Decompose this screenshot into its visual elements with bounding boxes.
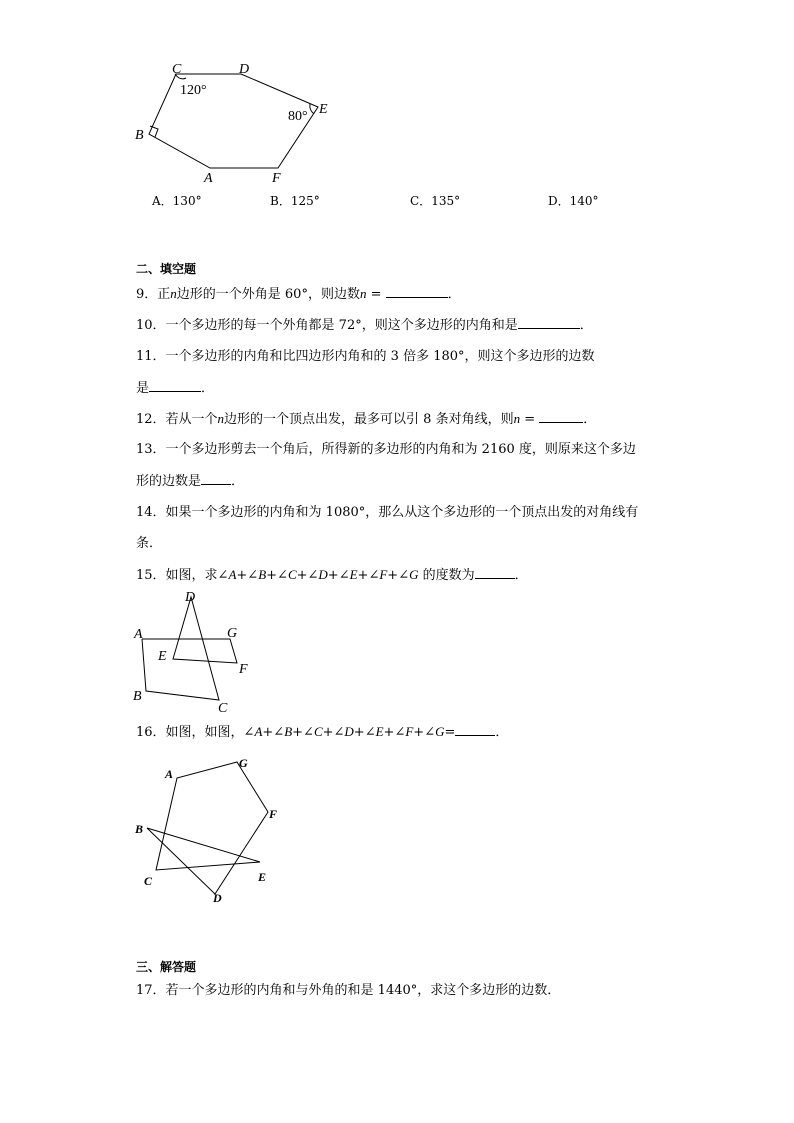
answer-blank-12[interactable] — [539, 411, 583, 423]
question-11-line2: 是 ． — [136, 381, 215, 396]
hex-label-a: A — [204, 171, 213, 186]
option-d[interactable]: D．140° — [548, 194, 599, 208]
q15-left-shape — [142, 597, 237, 700]
option-a[interactable]: A．130° — [152, 194, 202, 208]
answer-blank-16[interactable] — [455, 724, 495, 736]
q15-label-e: E — [158, 649, 167, 664]
hex-label-f: F — [272, 171, 281, 186]
hex-label-d: D — [239, 62, 250, 77]
q16-figure — [128, 752, 288, 907]
question-14-line2: 条． — [136, 536, 163, 551]
section-fill-in-title: 二、填空题 — [136, 262, 197, 276]
q15-figure — [128, 586, 268, 718]
question-9: 9．正n边形的一个外角是 60°，则边数n = ． — [136, 286, 461, 302]
q16-label-g: G — [239, 756, 248, 770]
answer-blank-10[interactable] — [518, 317, 580, 329]
hex-angle-e: 80° — [288, 109, 308, 124]
q16-label-d: D — [213, 891, 222, 905]
question-12: 12．若从一个n边形的一个顶点出发，最多可以引 8 条对角线，则n = ． — [136, 411, 597, 427]
hex-label-e: E — [319, 102, 328, 117]
q15-label-f: F — [239, 662, 248, 677]
q15-label-b: B — [133, 689, 142, 704]
q16-label-f: F — [269, 807, 278, 821]
question-10: 10．一个多边形的每一个外角都是 72°，则这个多边形的内角和是 ． — [136, 318, 593, 333]
answer-blank-13[interactable] — [201, 473, 231, 485]
question-15: 15．如图，求∠A+∠B+∠C+∠D+∠E+∠F+∠G 的度数为 ． — [136, 567, 528, 583]
hex-angle-c: 120° — [180, 83, 207, 98]
hex-label-c: C — [172, 62, 182, 77]
q15-label-d: D — [185, 590, 196, 605]
q16-label-c: C — [144, 874, 153, 888]
question-14-line1: 14．如果一个多边形的内角和为 1080°，那么从这个多边形的一个顶点出发的对角线有 — [136, 505, 639, 520]
answer-blank-9[interactable] — [386, 286, 448, 298]
q16-label-b: B — [135, 822, 144, 836]
question-17: 17．若一个多边形的内角和与外角的和是 1440°，求这个多边形的边数． — [136, 983, 561, 998]
q15-label-c: C — [218, 701, 228, 716]
hex-label-b: B — [135, 128, 144, 143]
answer-blank-15[interactable] — [475, 567, 515, 579]
q16-star-shape — [147, 762, 268, 894]
question-13-line2: 形的边数是 ． — [136, 474, 245, 489]
q16-label-a: A — [165, 767, 174, 781]
question-13-line1: 13．一个多边形剪去一个角后，所得新的多边形的内角和为 2160 度，则原来这个多边 — [136, 442, 636, 457]
option-c[interactable]: C．135° — [410, 194, 461, 208]
question-11-line1: 11．一个多边形的内角和比四边形内角和的 3 倍多 180°，则这个多边形的边数 — [136, 349, 595, 364]
hexagon-figure — [128, 58, 348, 188]
q15-label-g: G — [227, 626, 238, 641]
option-b[interactable]: B．125° — [270, 194, 320, 208]
question-16: 16．如图，如图，∠A+∠B+∠C+∠D+∠E+∠F+∠G= ． — [136, 724, 509, 740]
q16-label-e: E — [258, 870, 267, 884]
q15-label-a: A — [134, 627, 143, 642]
answer-blank-11[interactable] — [149, 380, 201, 392]
section-solve-title: 三、解答题 — [136, 960, 197, 974]
